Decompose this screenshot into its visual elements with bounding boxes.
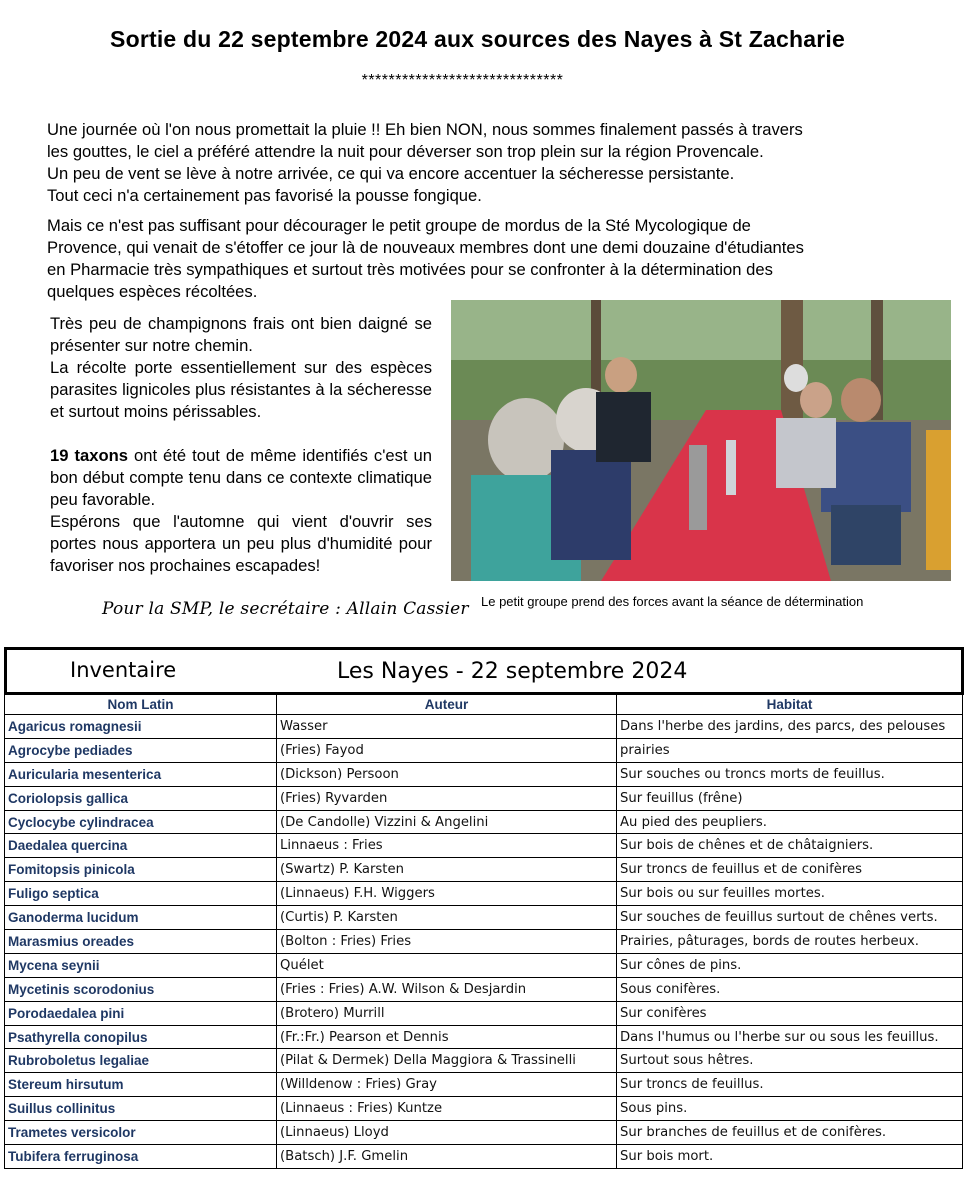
habitat: Dans l'humus ou l'herbe sur ou sous les feuillus. [617,1025,963,1049]
author: (Linnaeus) F.H. Wiggers [277,882,617,906]
author: (Pilat & Dermek) Della Maggiora & Trassinelli [277,1049,617,1073]
table-row [5,1145,963,1169]
page-title: Sortie du 22 septembre 2024 aux sources des Nayes à St Zacharie [110,26,845,52]
latin-name: Porodaedalea pini [5,1001,277,1025]
intro-line: Une journée où l'on nous promettait la pluie !! Eh bien NON, nous sommes finalement passés à travers [47,120,803,139]
table-row [5,858,963,882]
habitat: Sur souches ou troncs morts de feuillus. [617,762,963,786]
latin-name: Fomitopsis pinicola [5,858,277,882]
table-row [5,738,963,762]
intro-line: Tout ceci n'a certainement pas favorisé la pousse fongique. [47,186,482,205]
table-row [5,1121,963,1145]
habitat: Surtout sous hêtres. [617,1049,963,1073]
author: (Linnaeus : Fries) Kuntze [277,1097,617,1121]
latin-name: Trametes versicolor [5,1121,277,1145]
column-header-habitat: Habitat [617,694,963,715]
taxon-text: ont été tout de même identifiés c'est un bon début compte tenu dans ce contexte climatique peu favorable. [50,446,432,509]
latin-name: Stereum hirsutum [5,1073,277,1097]
intro-paragraph-1 [47,119,927,207]
column-header-author: Auteur [277,694,617,715]
latin-name: Agaricus romagnesii [5,715,277,739]
habitat: Sur souches de feuillus surtout de chênes verts. [617,906,963,930]
intro-line: Mais ce n'est pas suffisant pour décourager le petit groupe de mordus de la Sté Mycologique de [47,216,751,235]
habitat: Sur cônes de pins. [617,953,963,977]
inventory-table [4,693,963,1169]
latin-name: Psathyrella conopilus [5,1025,277,1049]
intro-line: Provence, qui venait de s'étoffer ce jour là de nouveaux membres dont une demi douzaine d'étudiantes [47,238,804,257]
table-row [5,977,963,1001]
photo-caption: Le petit groupe prend des forces avant la séance de détermination [481,594,864,609]
table-row [5,906,963,930]
latin-name: Fuligo septica [5,882,277,906]
habitat: Dans l'herbe des jardins, des parcs, des pelouses [617,715,963,739]
left-column-text [50,313,432,577]
separator-stars: ****************************** [361,72,564,89]
table-row [5,1049,963,1073]
author: (Batsch) J.F. Gmelin [277,1145,617,1169]
intro-line: quelques espèces récoltées. [47,282,258,301]
author: (Curtis) P. Karsten [277,906,617,930]
habitat: prairies [617,738,963,762]
latin-name: Ganoderma lucidum [5,906,277,930]
latin-name: Agrocybe pediades [5,738,277,762]
author: (Bolton : Fries) Fries [277,930,617,954]
latin-name: Rubroboletus legaliae [5,1049,277,1073]
table-row [5,762,963,786]
intro-paragraph-2 [47,215,927,303]
intro-line: en Pharmacie très sympathiques et surtout très motivées pour se confronter à la détermination des [47,260,773,279]
paragraph-taxons [50,445,432,511]
habitat: Sur branches de feuillus et de conifères. [617,1121,963,1145]
habitat: Sous conifères. [617,977,963,1001]
paragraph-hope: Espérons que l'automne qui vient d'ouvrir ses portes nous apportera un peu plus d'humidité pour favoriser nos prochaines escapades! [50,512,432,575]
table-row [5,1001,963,1025]
table-row [5,715,963,739]
habitat: Sur bois ou sur feuilles mortes. [617,882,963,906]
intro-line: les gouttes, le ciel a préféré attendre la nuit pour déverser son trop plein sur la région Provencale. [47,142,764,161]
table-row [5,810,963,834]
latin-name: Marasmius oreades [5,930,277,954]
latin-name: Daedalea quercina [5,834,277,858]
inventory-title: Les Nayes - 22 septembre 2024 [337,659,688,684]
author: (Willdenow : Fries) Gray [277,1073,617,1097]
table-row [5,1073,963,1097]
author: Quélet [277,953,617,977]
table-row [5,930,963,954]
latin-name: Suillus collinitus [5,1097,277,1121]
habitat: Sur troncs de feuillus. [617,1073,963,1097]
column-header-latin: Nom Latin [5,694,277,715]
author: (Brotero) Murrill [277,1001,617,1025]
latin-name: Auricularia mesenterica [5,762,277,786]
latin-name: Mycetinis scorodonius [5,977,277,1001]
intro-line: Un peu de vent se lève à notre arrivée, ce qui va encore accentuer la sécheresse persistante. [47,164,735,183]
habitat: Sous pins. [617,1097,963,1121]
latin-name: Tubifera ferruginosa [5,1145,277,1169]
author: (Fries) Ryvarden [277,786,617,810]
author: (Fr.:Fr.) Pearson et Dennis [277,1025,617,1049]
author: (Linnaeus) Lloyd [277,1121,617,1145]
group-photo [451,300,951,581]
taxon-count: 19 taxons [50,446,128,465]
author: Linnaeus : Fries [277,834,617,858]
table-header-row [5,694,963,715]
table-row [5,1025,963,1049]
author: (De Candolle) Vizzini & Angelini [277,810,617,834]
author: Wasser [277,715,617,739]
latin-name: Mycena seynii [5,953,277,977]
habitat: Sur troncs de feuillus et de conifères [617,858,963,882]
habitat: Sur conifères [617,1001,963,1025]
table-row [5,882,963,906]
habitat: Sur bois mort. [617,1145,963,1169]
inventory-label: Inventaire [70,658,177,682]
author: (Fries) Fayod [277,738,617,762]
habitat: Sur bois de chênes et de châtaigniers. [617,834,963,858]
table-row [5,953,963,977]
habitat: Prairies, pâturages, bords de routes herbeux. [617,930,963,954]
paragraph-few-mushrooms: Très peu de champignons frais ont bien daigné se présenter sur notre chemin. [50,314,432,355]
habitat: Au pied des peupliers. [617,810,963,834]
author: (Dickson) Persoon [277,762,617,786]
table-row [5,834,963,858]
author: (Fries : Fries) A.W. Wilson & Desjardin [277,977,617,1001]
table-row [5,1097,963,1121]
paragraph-harvest: La récolte porte essentiellement sur des espèces parasites lignicoles plus résistantes à la sécheresse et surtout moins périssables. [50,358,432,421]
latin-name: Coriolopsis gallica [5,786,277,810]
habitat: Sur feuillus (frêne) [617,786,963,810]
photo-illustration [451,300,951,581]
inventory-header [4,647,964,695]
latin-name: Cyclocybe cylindracea [5,810,277,834]
table-row [5,786,963,810]
signature: Pour la SMP, le secrétaire : Allain Cassier [102,599,469,619]
author: (Swartz) P. Karsten [277,858,617,882]
